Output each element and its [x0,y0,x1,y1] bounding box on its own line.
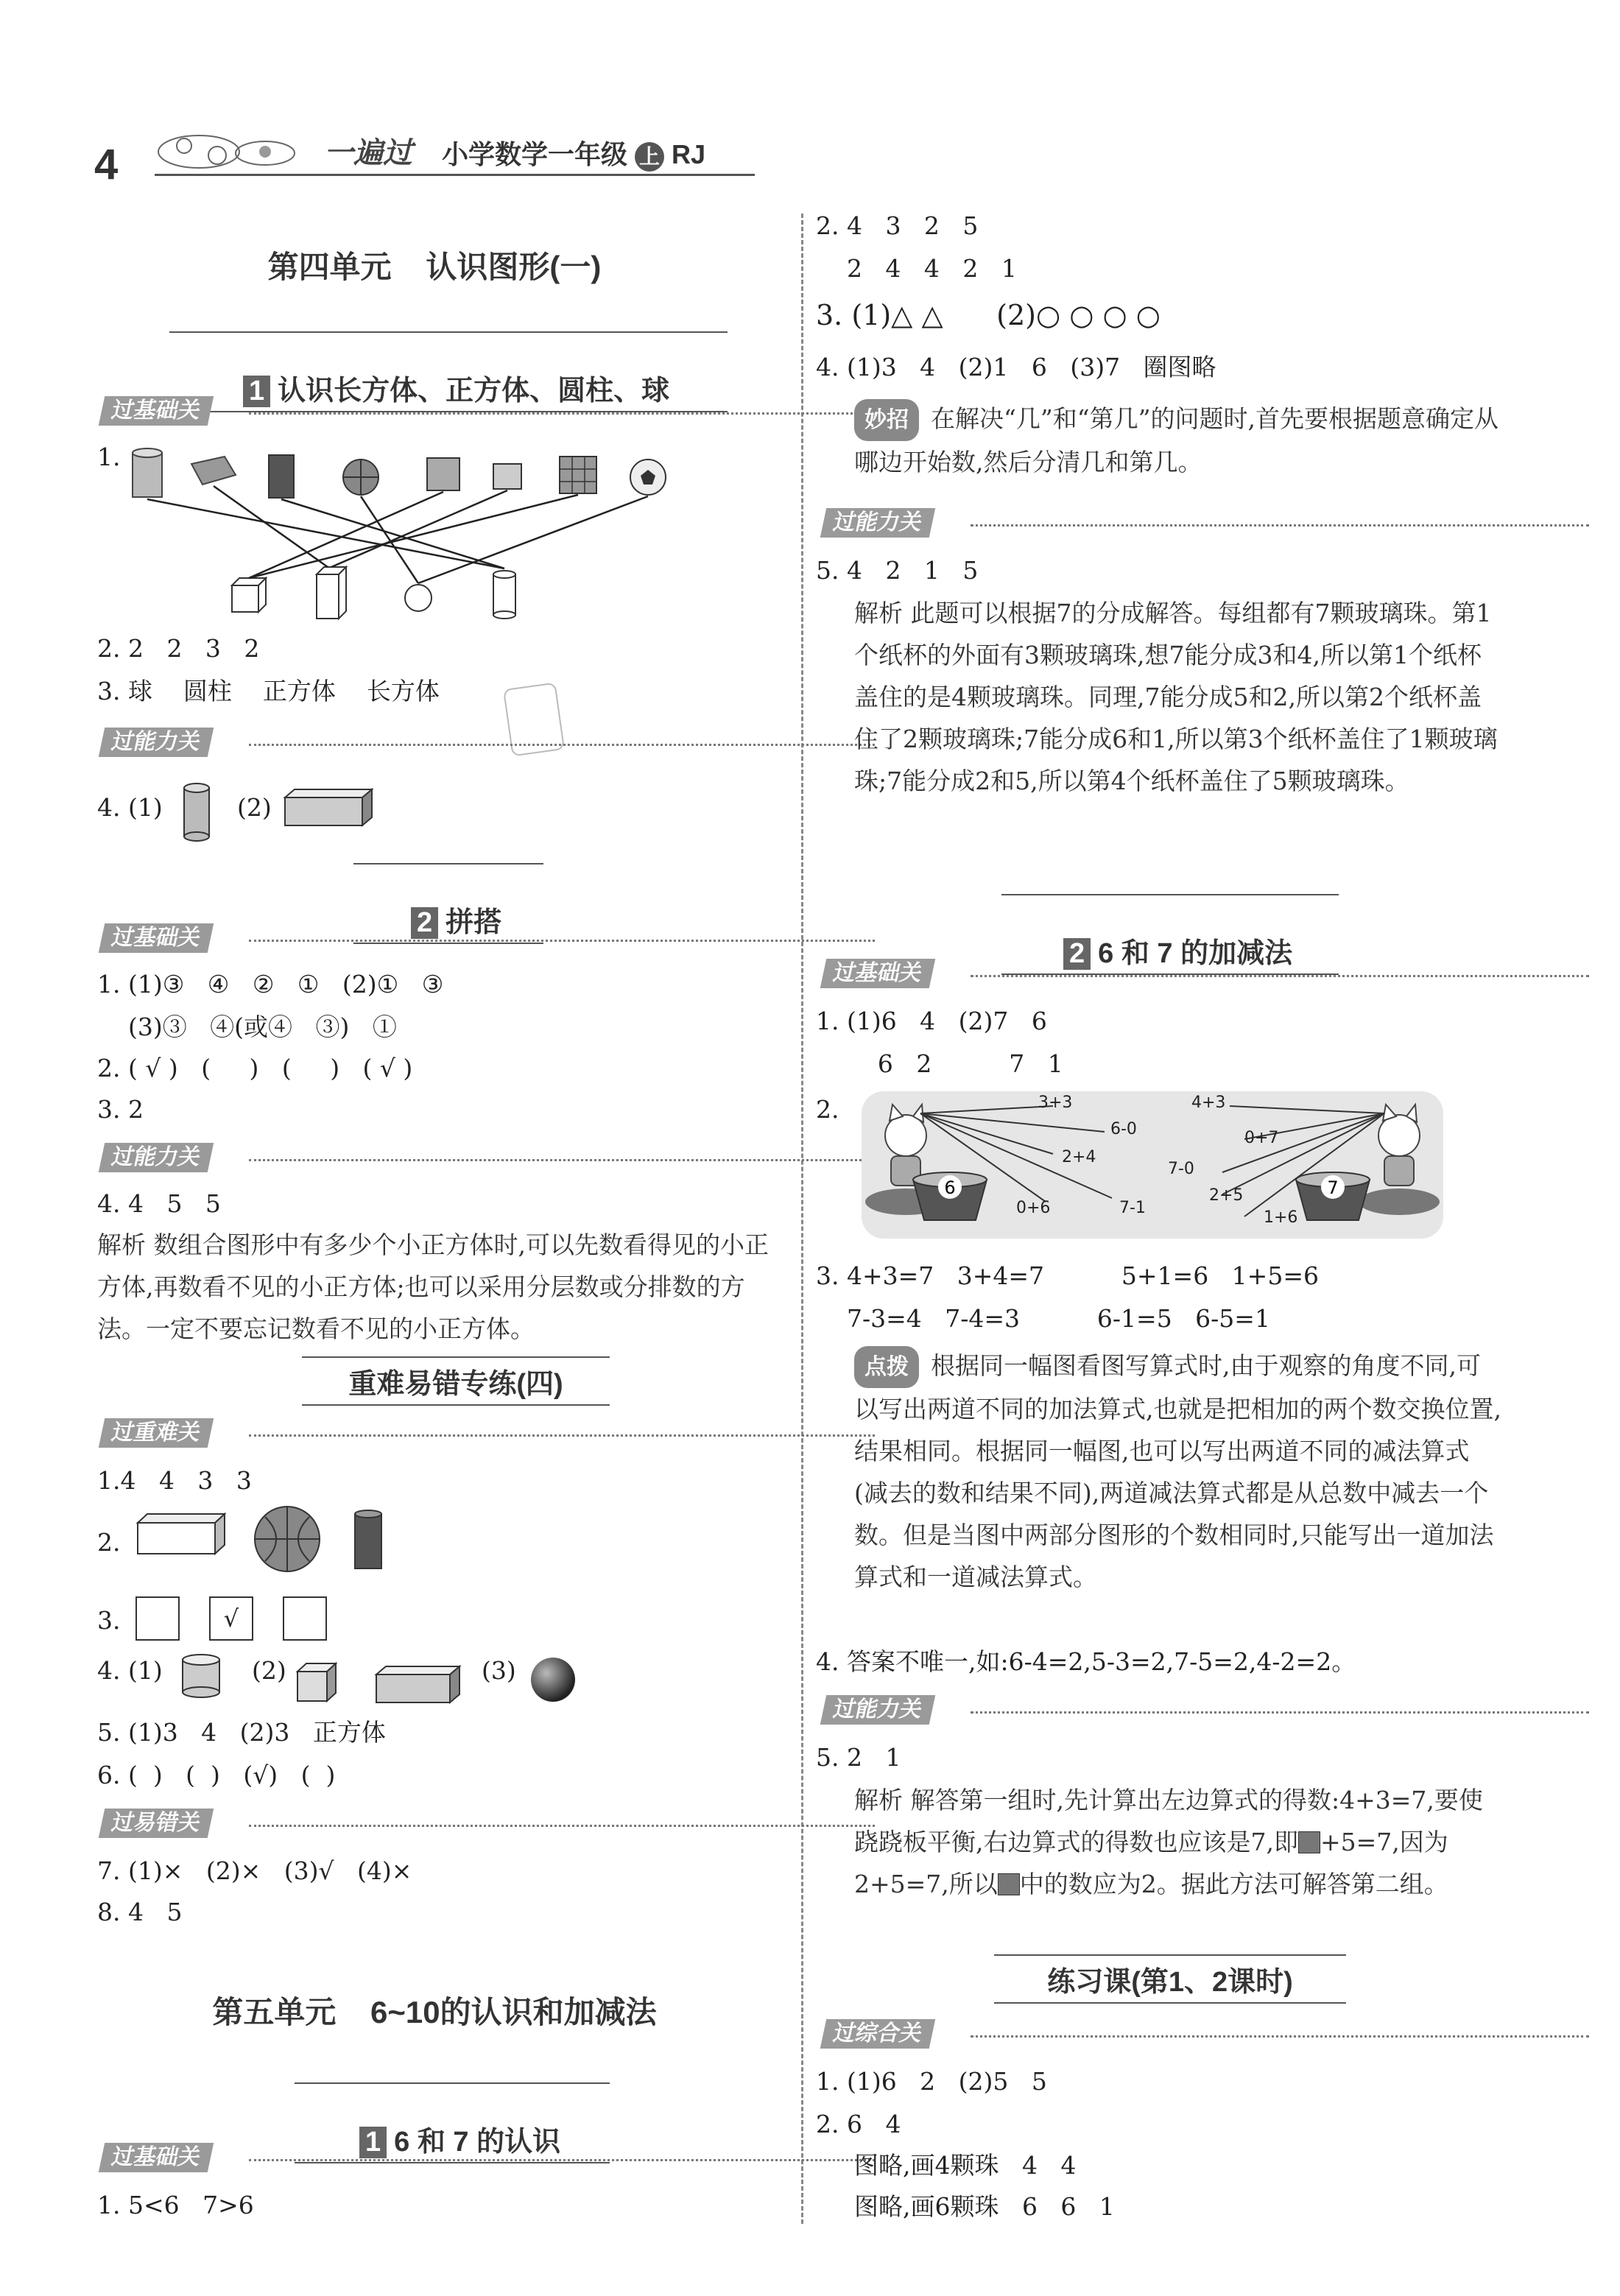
card-3: 0+6 [1016,1199,1051,1217]
tag-dotted-rule [249,744,875,746]
s-q6-answer: 6. ( ) ( ) (√) ( ) [97,1761,336,1789]
tag-dotted-rule [971,1711,1589,1714]
header-decoration-planets [155,130,324,174]
b-q3-line2: 7-3=4 7-4=3 6-1=5 6-5=1 [816,1304,1270,1333]
subtitle-text: 小学数学一年级 [442,139,628,169]
s-q2-cuboid [134,1508,230,1560]
r-q5-analysis: 解析 此题可以根据7的分成解答。每组都有7颗玻璃珠。第1个纸杯的外面有3颗玻璃珠,想7能分成3和4,所以第1个纸杯盖住的是4颗玻璃珠。同理,7能分成5和2,所以第2个纸杯盖住了2颗玻璃珠;7能分成6和1,所以第3个纸杯盖住了1颗玻璃珠;7能分成2和5,所以第4个纸杯盖住了5颗玻璃珠。 [854,599,1498,795]
l2-q3-answer: 3. 2 [97,1095,144,1124]
q4-part1-label: 4. (1) [97,793,163,822]
shape-cuboid [317,567,346,619]
r-q3-answer: 3. (1)△ △ (2)○ ○ ○ ○ [816,299,1161,331]
shape-cube [232,578,266,612]
unit-5-title: 第五单元 6~10的认识和加减法 [212,1995,657,2029]
lesson-6-7-addsub-heading [1001,894,1339,975]
lesson-number: 1 [243,376,270,407]
lesson-number: 2 [1063,938,1091,970]
tag-dotted-rule [971,975,1589,977]
tag-dotted-rule [971,2035,1589,2038]
b-q4-answer: 4. 答案不唯一,如:6-4=2,5-3=2,7-5=2,4-2=2。 [816,1647,1356,1676]
tip-miaozhao [854,398,1502,483]
section-tag-basic-2 [102,923,211,953]
analysis-part-2: +5=7,因为2+5=7,所以 [854,1828,1448,1898]
q1-number: 1. [97,443,121,471]
analysis-part-1: 解析 解答第一组时,先计算出左边算式的得数:4+3=7,要使跷跷板平衡,右边算式的得数也应该是7,即 [854,1786,1483,1856]
tag-label: 过能力关 [820,1695,936,1725]
card-2: 2+4 [1062,1148,1096,1166]
tip-text: 在解决“几”和“第几”的问题时,首先要根据题意确定从哪边开始数,然后分清几和第几。 [854,404,1498,476]
s-q2-can [351,1508,387,1574]
b-q5-analysis [854,1779,1502,1905]
card-5: 4+3 [1191,1094,1226,1112]
object-cube-box [427,458,459,490]
cuboid-figure [281,786,377,831]
card-1: 6-0 [1110,1120,1137,1138]
card-8: 2+5 [1209,1186,1244,1205]
r-q2-line2: 2 4 4 2 1 [816,254,1017,283]
tag-dotted-rule [249,2159,875,2161]
section-tag-basic [102,396,211,426]
tag-dotted-rule [249,1434,875,1437]
edition-label: RJ [672,139,706,169]
l2-q1-line1: 1. (1)③ ④ ② ① (2)① ③ [97,970,444,999]
volume-badge: 上 [635,142,664,172]
lesson-title: 6 和 7 的认识 [394,2127,561,2158]
object-box [191,457,236,485]
tag-label: 过基础关 [820,959,936,988]
matching-diagram [118,442,692,626]
shape-cylinder [493,571,515,619]
fishing-illustration [862,1091,1443,1239]
s-q2-label: 2. [97,1528,121,1557]
right-pot [1296,1172,1370,1220]
r-q5-answer: 5. 4 2 1 5 [816,556,979,585]
p-q1-answer: 1. (1)6 2 (2)5 5 [816,2067,1047,2096]
p-q2-line3: 图略,画6颗珠 6 6 1 [854,2192,1115,2221]
r-section-tag-comprehensive [823,2019,932,2049]
section-tag-ability-2 [102,1143,211,1172]
lesson-title: 认识长方体、正方体、圆柱、球 [278,376,670,406]
lesson-title: 6 和 7 的加减法 [1098,938,1293,969]
tag-label: 过综合关 [820,2019,936,2049]
gray-square-icon [998,1873,1020,1895]
b-q2-label: 2. [816,1095,839,1124]
q4-part2-label: (2) [237,793,272,822]
s-q5-answer: 5. (1)3 4 (2)3 正方体 [97,1718,386,1747]
tag-label: 过基础关 [99,396,214,426]
p-q2-line2: 图略,画4颗珠 4 4 [854,2151,1077,2180]
r-q2-line1: 2. 4 3 2 5 [816,211,979,240]
section-tag-error [102,1809,211,1838]
lesson-number: 2 [411,907,438,939]
tip-badge: 妙招 [854,399,919,441]
lesson-1-heading [169,331,728,412]
answer-box-3 [283,1596,327,1641]
tip-badge: 点拨 [854,1346,919,1388]
object-soccer-ball [630,459,666,495]
object-basketball [343,459,378,495]
l2-q2-answer: 2. ( √ ) ( ) ( ) ( √ ) [97,1054,413,1082]
left-pot-number: 6 [944,1177,956,1198]
series-logo: 一遍过 [324,137,412,169]
tag-dotted-rule [971,524,1589,527]
r-section-tag-ability [823,508,932,538]
unit-4-title: 第四单元 认识图形(一) [267,250,602,284]
analysis-part-3: 中的数应为2。据此方法可解答第二组。 [1019,1870,1448,1898]
s-q4-cylinder [177,1649,228,1701]
column-divider [801,214,803,2224]
tag-label: 过易错关 [99,1809,214,1838]
tag-dotted-rule [249,940,875,942]
gray-square-icon [1298,1831,1320,1853]
card-4: 7-1 [1119,1199,1146,1217]
stamp-watermark [501,679,567,760]
r-section-tag-ability-2 [823,1695,932,1725]
answer-box-2: √ [209,1596,253,1641]
lesson-6-7-heading [295,2082,610,2163]
cylinder-figure [177,779,221,845]
tag-dotted-rule [249,1159,875,1161]
card-9: 1+6 [1264,1208,1298,1227]
left-pot [913,1172,987,1220]
r-section-tag-basic [823,959,932,988]
s-q4-part2-label: (2) [252,1656,286,1685]
s-q7-answer: 7. (1)× (2)× (3)√ (4)× [97,1856,412,1885]
lesson-number: 1 [359,2127,387,2158]
matching-lines [147,486,648,583]
section-tag-hard [102,1418,211,1448]
tip-dianbo [854,1345,1502,1598]
tag-label: 过能力关 [99,1143,214,1172]
l2-analysis: 解析 数组合图形中有多少个小正方体时,可以先数看得见的小正方体,再数看不见的小正方体;也可以采用分层数或分排数的方法。一定不要忘记数看不见的小正方体。 [97,1230,769,1343]
b-q5-answer: 5. 2 1 [816,1743,901,1772]
l2-q1-line2: (3)③ ④(或④ ③) ① [97,1013,397,1041]
tag-label: 过重难关 [99,1418,214,1448]
s-q4-cuboid [373,1663,468,1707]
lesson-title: 拼搭 [446,907,502,938]
practice-lesson-heading: 练习课(第1、2课时) [994,1954,1346,2004]
tip-text: 根据同一幅图看图写算式时,由于观察的角度不同,可以写出两道不同的加法算式,也就是把相加的两个数交换位置,结果相同。根据同一幅图,也可以写出两道不同的减法算式(减去的数和结果不同),两道减法算式都是从总数中减去一个数。但是当图中两部分图形的个数相同时,只能写出一道加法算式和一道减法算式。 [854,1351,1501,1591]
object-rubik-cube [560,457,596,493]
s-q3-boxes [135,1596,356,1641]
section-tag-ability [102,728,211,757]
l2-q4-answer: 4. 4 5 5 [97,1189,221,1218]
p-q2-answer: 2. 6 4 [816,2110,901,2138]
tag-label: 过能力关 [820,508,936,538]
r-q4-answer: 4. (1)3 4 (2)1 6 (3)7 圈图略 [816,353,1216,381]
s-q2-basketball [250,1502,324,1576]
s-q8-answer: 8. 4 5 [97,1898,183,1926]
answer-box-1 [135,1596,180,1641]
special-practice-heading: 重难易错专练(四) [302,1356,610,1406]
card-0: 3+3 [1038,1094,1073,1112]
b-q3-line1: 3. 4+3=7 3+4=7 5+1=6 1+5=6 [816,1261,1319,1290]
lesson-2-heading [353,863,543,944]
s-q3-label: 3. [97,1606,121,1635]
card-6: 0+7 [1244,1129,1279,1147]
tag-dotted-rule [249,1825,875,1827]
card-7: 7-0 [1168,1160,1194,1178]
right-pot-number: 7 [1327,1177,1339,1198]
s-q4-part3-label: (3) [482,1656,516,1685]
object-small-box [493,464,521,489]
section-tag-basic-3 [102,2143,211,2172]
u5-q1-answer: 1. 5<6 7>6 [97,2191,254,2219]
b-q1-line2: 6 2 7 1 [816,1049,1063,1078]
s-q4-part1-label: 4. (1) [97,1656,163,1685]
s-q1-answer: 1.4 4 3 3 [97,1466,252,1495]
s-q4-cube [293,1660,345,1704]
q3-answer: 3. 球 圆柱 正方体 长方体 [97,677,440,705]
page-number: 4 [94,141,119,189]
book-subtitle [442,134,705,172]
tag-dotted-rule [249,412,875,415]
tag-label: 过基础关 [99,2143,214,2172]
shape-sphere [405,585,432,611]
tag-label: 过基础关 [99,923,214,953]
b-q1-line1: 1. (1)6 4 (2)7 6 [816,1007,1047,1035]
q2-answer: 2. 2 2 3 2 [97,634,260,663]
header-rule [155,174,755,176]
object-oil-drum [133,448,162,497]
object-can [269,455,294,498]
s-q4-sphere [527,1654,579,1705]
tag-label: 过能力关 [99,728,214,757]
